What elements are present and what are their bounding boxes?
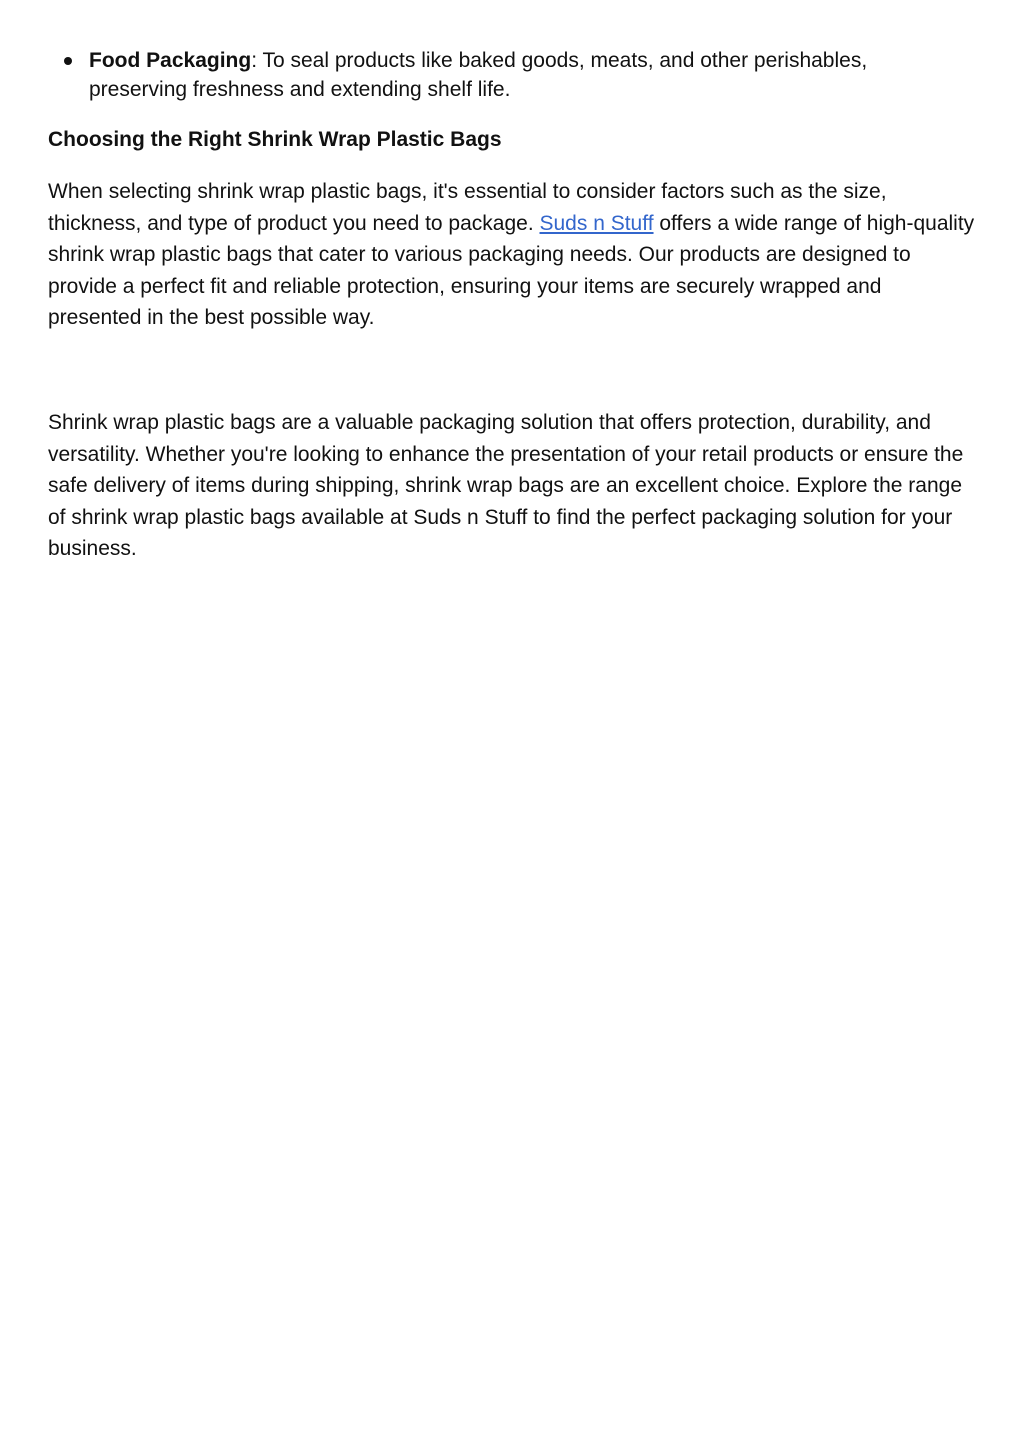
paragraph-conclusion: Shrink wrap plastic bags are a valuable packaging solution that offers protection, durability, and versatility. Whether you're looking to enhance the presentation of your retail products or ensure the safe delivery of items during shipping, shrink wrap bags are an excellent choice. Explore the range of shrink wrap plastic bags available at Suds n Stuff to find the perfect packaging solution for your business. xyxy=(48,411,964,560)
paragraph-text-before-link: When selecting shrink wrap plastic bags, it's essential to consider factors such as the size, thickness, and type of product you need to package. xyxy=(48,180,887,235)
suds-n-stuff-link[interactable]: Suds n Stuff xyxy=(539,211,654,235)
paragraph-text-after-link: offers a wide range of high-quality shrink wrap plastic bags that cater to various packaging needs. Our products are designed to provide a perfect fit and reliable protection, ensuring your items are securely wrapped and presented in the best possible way. xyxy=(48,211,975,329)
list-item-food-packaging xyxy=(89,46,949,104)
section-heading: Choosing the Right Shrink Wrap Plastic Bags xyxy=(48,128,502,151)
bullet-icon xyxy=(64,57,72,65)
bullet-text: : To seal products like baked goods, meats, and other perishables, preserving freshness and extending shelf life. xyxy=(89,49,868,101)
paragraph-choosing xyxy=(48,176,978,334)
bullet-term: Food Packaging xyxy=(89,49,252,72)
